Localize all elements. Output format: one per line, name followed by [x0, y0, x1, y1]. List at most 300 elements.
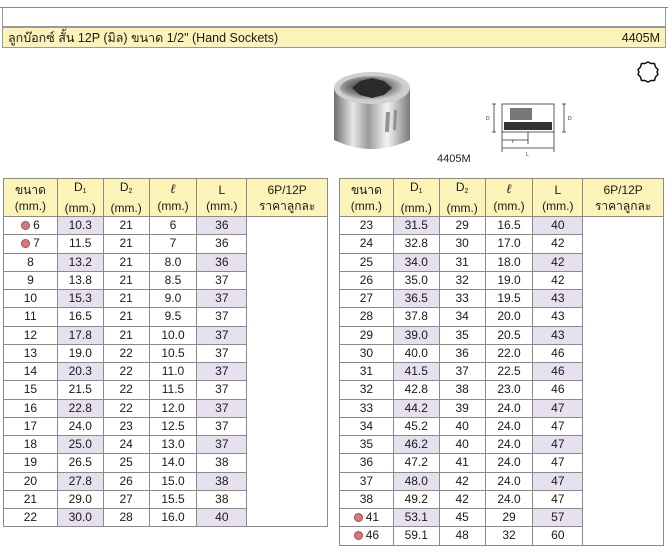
length-cell [197, 472, 247, 490]
ell-cell [149, 290, 197, 308]
d1-cell-value: 13.8 [68, 272, 92, 287]
size-cell-value: 32 [359, 382, 374, 397]
length-cell [533, 509, 583, 527]
size-cell [4, 509, 58, 527]
d1-cell [57, 271, 103, 289]
d2-cell-value: 22 [119, 382, 133, 397]
length-cell-value: 47 [551, 455, 565, 470]
size-cell [4, 399, 58, 417]
d2-cell [103, 308, 149, 326]
d2-cell [103, 290, 149, 308]
length-cell [197, 217, 247, 235]
table-row [4, 217, 328, 235]
d1-cell-value: 46.2 [404, 437, 428, 452]
size-cell-value: 46 [365, 528, 380, 543]
length-cell-value: 38 [215, 491, 229, 506]
size-cell [4, 454, 58, 472]
col-d2: $D_2$ (mm.) [439, 179, 485, 217]
d2-cell [103, 399, 149, 417]
size-cell-value: 20 [23, 473, 38, 488]
size-cell-value: 12 [23, 327, 38, 342]
d2-cell [103, 326, 149, 344]
length-cell-value: 37 [215, 400, 229, 415]
d2-cell-value: 40 [455, 437, 469, 452]
size-cell-value: 31 [359, 364, 374, 379]
ell-cell-value: 32 [502, 528, 516, 543]
ell-cell [149, 363, 197, 381]
ell-cell-value: 9.0 [164, 291, 182, 306]
d2-cell-value: 39 [455, 400, 469, 415]
d1-cell-value: 13.2 [68, 254, 92, 269]
d1-cell [393, 326, 439, 344]
size-cell [340, 308, 394, 326]
d2-cell [103, 363, 149, 381]
size-cell-value: 35 [359, 437, 374, 452]
size-cell-value: 13 [23, 345, 38, 360]
d1-cell [57, 253, 103, 271]
d2-cell [439, 217, 485, 235]
size-cell [4, 253, 58, 271]
d2-cell-value: 34 [455, 309, 469, 324]
d2-cell-value: 22 [119, 400, 133, 415]
d1-cell [393, 527, 439, 545]
d1-cell [57, 326, 103, 344]
ell-cell-value: 15.0 [161, 473, 185, 488]
size-cell [4, 472, 58, 490]
ell-cell-value: 11.5 [161, 382, 185, 397]
ell-cell [485, 454, 533, 472]
ell-cell-value: 12.5 [161, 418, 185, 433]
length-cell [197, 454, 247, 472]
d1-cell [393, 253, 439, 271]
ell-cell-value: 19.5 [497, 291, 521, 306]
col-price: 6P/12P ราคาลูกละ [583, 179, 664, 217]
d1-cell-value: 42.8 [404, 382, 428, 397]
size-cell [340, 363, 394, 381]
length-cell-value: 46 [551, 345, 565, 360]
length-cell-value: 46 [551, 382, 565, 397]
ell-cell [485, 381, 533, 399]
size-cell [340, 490, 394, 508]
size-cell [4, 271, 58, 289]
size-cell [4, 326, 58, 344]
ell-cell-value: 24.0 [497, 437, 521, 452]
table-header-row [4, 179, 328, 217]
col-ell: ℓ (mm.) [149, 179, 197, 217]
ell-cell-value: 17.0 [497, 236, 521, 251]
size-cell [340, 527, 394, 545]
col-d1: $D_1$ (mm.) [57, 179, 103, 217]
d1-cell-value: 39.0 [404, 327, 428, 342]
ell-cell [149, 454, 197, 472]
spec-table-right [339, 178, 664, 546]
d1-cell-value: 36.5 [404, 291, 428, 306]
size-cell [340, 326, 394, 344]
d1-cell [57, 490, 103, 508]
d1-cell-value: 53.1 [404, 510, 428, 525]
size-cell [340, 454, 394, 472]
twelve-point-socket-icon [636, 60, 660, 84]
ell-cell-value: 29 [502, 510, 516, 525]
d1-cell [393, 363, 439, 381]
length-cell [533, 253, 583, 271]
size-cell [340, 399, 394, 417]
ell-cell-value: 8.0 [164, 254, 182, 269]
d1-cell [393, 509, 439, 527]
d1-cell-value: 24.0 [68, 418, 92, 433]
d1-cell [393, 454, 439, 472]
length-cell [197, 399, 247, 417]
table-header-row [340, 179, 664, 217]
size-cell [4, 344, 58, 362]
d1-cell [393, 344, 439, 362]
d1-cell-value: 34.0 [404, 254, 428, 269]
ell-cell-value: 24.0 [497, 455, 521, 470]
d2-cell [439, 308, 485, 326]
d2-cell [103, 509, 149, 527]
d1-cell [57, 235, 103, 253]
size-cell [4, 436, 58, 454]
length-cell [533, 527, 583, 545]
length-cell [533, 399, 583, 417]
special-order-dot-icon [354, 531, 363, 540]
size-cell-value: 19 [23, 455, 38, 470]
d1-cell [393, 290, 439, 308]
d2-cell [439, 381, 485, 399]
d1-cell [393, 472, 439, 490]
d1-cell [57, 308, 103, 326]
length-cell-value: 43 [551, 327, 565, 342]
size-cell [340, 436, 394, 454]
d1-cell [57, 399, 103, 417]
size-cell-value: 15 [23, 382, 38, 397]
size-cell-value: 27 [359, 291, 374, 306]
ell-cell [149, 399, 197, 417]
ell-cell [485, 290, 533, 308]
length-cell [197, 417, 247, 435]
ell-cell [149, 308, 197, 326]
d1-cell [57, 454, 103, 472]
d2-cell-value: 21 [119, 254, 133, 269]
d1-cell-value: 16.5 [68, 309, 92, 324]
ell-cell-value: 15.5 [161, 491, 185, 506]
size-cell [4, 381, 58, 399]
d2-cell [103, 217, 149, 235]
length-cell-value: 37 [215, 418, 229, 433]
d2-cell [103, 472, 149, 490]
d1-cell-value: 37.8 [404, 309, 428, 324]
size-cell-value: 10 [23, 291, 38, 306]
d1-cell-value: 35.0 [404, 272, 428, 287]
size-cell-value: 26 [359, 272, 374, 287]
d1-cell [57, 217, 103, 235]
d2-cell [439, 290, 485, 308]
ell-cell-value: 9.5 [164, 309, 182, 324]
d1-cell-value: 44.2 [404, 400, 428, 415]
ell-cell [485, 308, 533, 326]
d2-cell [439, 344, 485, 362]
table-row [340, 217, 664, 235]
d1-cell-value: 48.0 [404, 473, 428, 488]
size-cell [340, 217, 394, 235]
d2-cell [439, 436, 485, 454]
ell-cell [485, 399, 533, 417]
d1-cell [393, 271, 439, 289]
size-cell [340, 271, 394, 289]
d1-cell-value: 47.2 [404, 455, 428, 470]
size-cell-value: 17 [23, 418, 38, 433]
empty-header-box [2, 8, 666, 27]
size-cell [4, 417, 58, 435]
d1-cell-value: 11.5 [69, 236, 92, 251]
length-cell-value: 43 [551, 309, 565, 324]
size-cell-value: 11 [24, 309, 37, 324]
d1-cell [393, 417, 439, 435]
length-cell [197, 344, 247, 362]
size-cell-value: 36 [359, 455, 374, 470]
d2-cell [439, 527, 485, 545]
size-cell [340, 253, 394, 271]
length-cell-value: 37 [215, 291, 229, 306]
size-cell-value: 38 [359, 491, 374, 506]
ell-cell-value: 16.0 [161, 510, 185, 525]
length-cell-value: 42 [551, 254, 565, 269]
ell-cell [149, 253, 197, 271]
d1-cell-value: 20.3 [68, 364, 92, 379]
d2-cell-value: 35 [455, 327, 469, 342]
length-cell [197, 235, 247, 253]
d1-cell-value: 17.8 [68, 327, 92, 342]
length-cell-value: 36 [215, 218, 229, 233]
size-cell-value: 33 [359, 400, 374, 415]
length-cell-value: 36 [215, 236, 229, 251]
d2-cell [103, 436, 149, 454]
spec-table-left [3, 178, 328, 527]
length-cell-value: 37 [215, 382, 229, 397]
ell-cell [485, 253, 533, 271]
ell-cell [485, 417, 533, 435]
ell-cell [485, 235, 533, 253]
ell-cell-value: 24.0 [497, 400, 521, 415]
d2-cell [439, 363, 485, 381]
banner-title: ลูกบ๊อกซ์ สั้น 12P (มิล) ขนาด 1/2" (Hand Sockets) [8, 30, 279, 45]
ell-cell [485, 363, 533, 381]
size-cell [340, 235, 394, 253]
size-cell [340, 344, 394, 362]
size-cell [340, 290, 394, 308]
d2-cell-value: 21 [119, 218, 133, 233]
ell-cell-value: 18.0 [497, 254, 521, 269]
size-cell [340, 472, 394, 490]
d1-cell-value: 19.0 [68, 345, 92, 360]
length-cell-value: 37 [215, 272, 229, 287]
ell-cell [485, 509, 533, 527]
d2-cell [439, 490, 485, 508]
d1-cell [393, 436, 439, 454]
d2-cell [103, 454, 149, 472]
ell-cell-value: 22.0 [497, 345, 521, 360]
length-cell-value: 47 [551, 400, 565, 415]
ell-cell [485, 472, 533, 490]
d2-cell-value: 26 [119, 473, 133, 488]
length-cell [197, 290, 247, 308]
ell-cell-value: 24.0 [497, 418, 521, 433]
d1-cell [393, 217, 439, 235]
size-cell-value: 41 [365, 510, 380, 525]
length-cell [197, 308, 247, 326]
d2-cell [103, 381, 149, 399]
size-cell [340, 417, 394, 435]
d2-cell [103, 235, 149, 253]
length-cell [197, 271, 247, 289]
d1-cell-value: 21.5 [68, 382, 92, 397]
size-cell-value: 18 [23, 437, 38, 452]
socket-dimension-diagram [480, 96, 580, 162]
size-cell-value: 14 [23, 364, 38, 379]
length-cell-value: 46 [551, 364, 565, 379]
ell-cell-value: 12.0 [161, 400, 185, 415]
d2-cell-value: 21 [119, 291, 133, 306]
d2-cell [103, 344, 149, 362]
svg-text:D: D [486, 116, 490, 122]
length-cell [197, 363, 247, 381]
size-cell-value: 6 [33, 218, 40, 233]
d1-cell-value: 27.8 [68, 473, 92, 488]
size-cell-value: 9 [27, 272, 34, 287]
d2-cell-value: 45 [455, 510, 469, 525]
d1-cell-value: 25.0 [68, 437, 92, 452]
ell-cell-value: 13.0 [161, 437, 185, 452]
d2-cell-value: 37 [455, 364, 469, 379]
length-cell [197, 253, 247, 271]
d2-cell-value: 24 [119, 437, 133, 452]
ell-cell-value: 10.5 [161, 345, 185, 360]
ell-cell [485, 326, 533, 344]
ell-cell [149, 326, 197, 344]
length-cell-value: 47 [551, 473, 565, 488]
d2-cell-value: 30 [455, 236, 469, 251]
d2-cell [439, 454, 485, 472]
d2-cell [439, 472, 485, 490]
d1-cell-value: 49.2 [404, 491, 428, 506]
size-cell [4, 308, 58, 326]
d2-cell-value: 27 [119, 491, 133, 506]
ell-cell [149, 235, 197, 253]
length-cell [197, 326, 247, 344]
d2-cell-value: 33 [455, 291, 469, 306]
d1-cell [57, 344, 103, 362]
size-cell-value: 34 [359, 418, 374, 433]
ell-cell [485, 271, 533, 289]
ell-cell-value: 22.5 [497, 364, 521, 379]
d2-cell [103, 417, 149, 435]
d2-cell [439, 399, 485, 417]
d2-cell-value: 31 [455, 254, 469, 269]
length-cell-value: 47 [551, 491, 565, 506]
d1-cell [57, 290, 103, 308]
banner-code: 4405M [621, 30, 660, 45]
d1-cell-value: 26.5 [68, 455, 92, 470]
d2-cell-value: 38 [455, 382, 469, 397]
length-cell [533, 363, 583, 381]
d1-cell-value: 31.5 [404, 218, 428, 233]
d2-cell [103, 253, 149, 271]
size-cell-value: 28 [359, 309, 374, 324]
length-cell-value: 37 [215, 309, 229, 324]
d1-cell-value: 45.2 [404, 418, 428, 433]
d2-cell-value: 21 [119, 327, 133, 342]
ell-cell [149, 472, 197, 490]
d1-cell [393, 381, 439, 399]
ell-cell [149, 490, 197, 508]
ell-cell [149, 381, 197, 399]
ell-cell [485, 490, 533, 508]
ell-cell-value: 11.0 [161, 364, 185, 379]
d2-cell-value: 21 [119, 309, 133, 324]
special-order-dot-icon [21, 221, 30, 230]
size-cell-value: 23 [359, 218, 374, 233]
d1-cell-value: 41.5 [404, 364, 428, 379]
size-cell [4, 490, 58, 508]
length-cell [533, 344, 583, 362]
d1-cell-value: 59.1 [404, 528, 428, 543]
svg-text:ℓ: ℓ [512, 139, 514, 145]
ell-cell [149, 271, 197, 289]
length-cell [533, 436, 583, 454]
length-cell-value: 60 [551, 528, 565, 543]
size-cell-value: 16 [23, 400, 38, 415]
size-cell-value: 29 [359, 327, 374, 342]
ell-cell [149, 217, 197, 235]
d1-cell-value: 22.8 [68, 400, 92, 415]
d2-cell-value: 22 [119, 345, 133, 360]
d2-cell-value: 28 [119, 510, 133, 525]
length-cell-value: 37 [215, 364, 229, 379]
ell-cell-value: 16.5 [497, 218, 521, 233]
length-cell-value: 37 [215, 345, 229, 360]
d1-cell [57, 509, 103, 527]
d2-cell-value: 41 [455, 455, 469, 470]
d1-cell-value: 32.8 [404, 236, 428, 251]
d2-cell [439, 509, 485, 527]
length-cell [533, 217, 583, 235]
length-cell [197, 509, 247, 527]
d1-cell-value: 30.0 [68, 510, 92, 525]
length-cell [533, 308, 583, 326]
ell-cell [485, 217, 533, 235]
length-cell [533, 454, 583, 472]
d2-cell [439, 271, 485, 289]
length-cell-value: 47 [551, 437, 565, 452]
d1-cell [57, 436, 103, 454]
length-cell [533, 490, 583, 508]
d1-cell-value: 10.3 [68, 218, 92, 233]
length-cell [533, 472, 583, 490]
ell-cell [485, 527, 533, 545]
length-cell [533, 326, 583, 344]
d2-cell-value: 40 [455, 418, 469, 433]
d1-cell-value: 29.0 [68, 491, 92, 506]
d2-cell [439, 253, 485, 271]
d1-cell [393, 308, 439, 326]
svg-text:D: D [568, 116, 572, 122]
special-order-dot-icon [354, 513, 363, 522]
ell-cell [149, 417, 197, 435]
ell-cell [149, 344, 197, 362]
ell-cell [485, 344, 533, 362]
d2-cell-value: 29 [455, 218, 469, 233]
size-cell-value: 37 [359, 473, 374, 488]
